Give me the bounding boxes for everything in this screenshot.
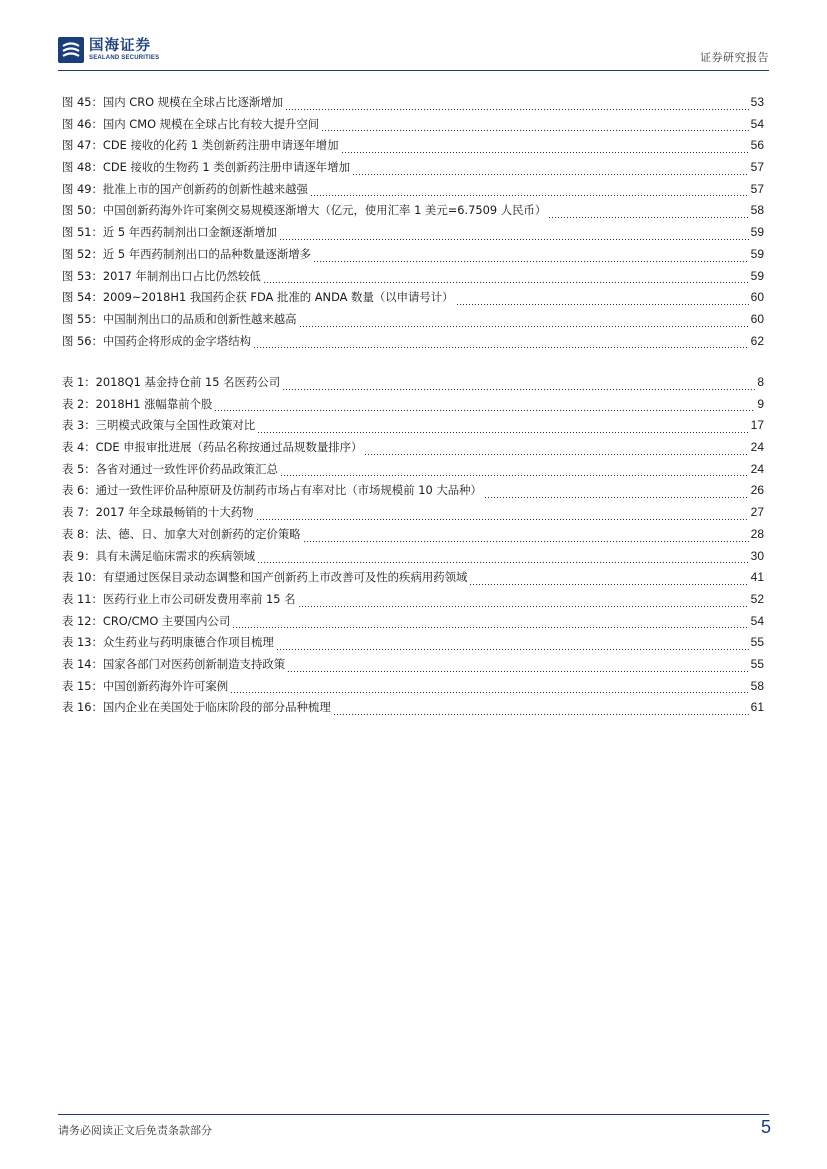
table-index-entry[interactable]: [62, 439, 764, 461]
figure-index-entry[interactable]: [62, 202, 764, 224]
toc-entry-label[interactable]: 表 4：CDE 申报审批进展（药品名称按通过品规数量排序）: [62, 440, 363, 455]
toc-entry-page[interactable]: 26: [750, 483, 764, 498]
toc-entry-page[interactable]: 54: [750, 116, 764, 131]
figure-index-entry[interactable]: [62, 137, 764, 159]
toc-entry-label[interactable]: 图 56：中国药企将形成的金字塔结构: [62, 333, 251, 348]
dot-leader: [469, 584, 748, 585]
logo-name-en: SEALAND SECURITIES: [89, 55, 160, 62]
toc-entry-label[interactable]: 表 3：三明模式政策与全国性政策对比: [62, 418, 256, 433]
toc-entry-page[interactable]: 55: [750, 656, 764, 671]
figure-index-entry[interactable]: [62, 246, 764, 268]
table-index-entry[interactable]: [62, 396, 764, 418]
dot-leader: [280, 475, 749, 476]
table-index-entry[interactable]: [62, 569, 764, 591]
dot-leader: [285, 109, 749, 110]
toc-entry-label[interactable]: 表 7：2017 年全球最畅销的十大药物: [62, 505, 254, 520]
dot-leader: [256, 519, 749, 520]
toc-entry-label[interactable]: 表 15：中国创新药海外许可案例: [62, 678, 229, 693]
page-footer: [58, 1114, 771, 1137]
dot-leader: [232, 627, 748, 628]
figure-index-entry[interactable]: [62, 224, 764, 246]
toc-entry-page[interactable]: 27: [750, 505, 764, 520]
figure-index-entry[interactable]: [62, 289, 764, 311]
toc-entry-page[interactable]: 61: [750, 700, 764, 715]
dot-leader: [310, 195, 749, 196]
toc-entry-label[interactable]: 图 55：中国制剂出口的品质和创新性越来越高: [62, 311, 297, 326]
toc-entry-page[interactable]: 60: [750, 311, 764, 326]
table-index-entry[interactable]: [62, 678, 764, 700]
toc-entry-label[interactable]: 图 52：近 5 年西药制剂出口的品种数量逐渐增多: [62, 246, 312, 261]
dot-leader: [341, 152, 749, 153]
table-index-entry[interactable]: [62, 634, 764, 656]
toc-entry-page[interactable]: 54: [750, 613, 764, 628]
toc-entry-label[interactable]: 表 10：有望通过医保目录动态调整和国产创新药上市改善可及性的疾病用药领域: [62, 570, 468, 585]
toc-entry-page[interactable]: 8: [757, 375, 764, 389]
table-index-entry[interactable]: [62, 526, 764, 548]
toc-entry-label[interactable]: 图 53：2017 年制剂出口占比仍然较低: [62, 268, 261, 283]
table-index-entry[interactable]: [62, 656, 764, 678]
dot-leader: [299, 326, 749, 327]
dot-leader: [303, 541, 749, 542]
toc-entry-page[interactable]: 58: [750, 203, 764, 218]
dot-leader: [276, 649, 749, 650]
toc-entry-label[interactable]: 表 12：CRO/CMO 主要国内公司: [62, 613, 231, 628]
dot-leader: [257, 562, 749, 563]
toc-entry-label[interactable]: 表 13：众生药业与药明康德合作项目梳理: [62, 635, 274, 650]
dot-leader: [287, 671, 748, 672]
toc-entry-label[interactable]: 图 50：中国创新药海外许可案例交易规模逐渐增大（亿元，使用汇率 1 美元=6.7509 人民币）: [62, 203, 547, 218]
toc-entry-label[interactable]: 表 9：具有未满足临床需求的疾病领域: [62, 548, 256, 563]
toc-entry-label[interactable]: 表 11：医药行业上市公司研发费用率前 15 名: [62, 591, 296, 606]
dot-leader: [333, 714, 749, 715]
dot-leader: [257, 432, 749, 433]
toc-entry-label[interactable]: 图 51：近 5 年西药制剂出口金额逐渐增加: [62, 225, 277, 240]
dot-leader: [298, 606, 749, 607]
figure-index-entry[interactable]: [62, 159, 764, 181]
toc-entry-label[interactable]: 表 5：各省对通过一致性评价药品政策汇总: [62, 461, 278, 476]
table-index-list: [62, 374, 764, 721]
toc-entry-page[interactable]: 24: [750, 461, 764, 476]
dot-leader: [321, 130, 749, 131]
report-type-label: 证券研究报告: [700, 51, 769, 64]
toc-entry-label[interactable]: 图 47：CDE 接收的化药 1 类创新药注册申请逐年增加: [62, 138, 339, 153]
figure-index-entry[interactable]: [62, 94, 764, 116]
figure-index-entry[interactable]: [62, 116, 764, 138]
dot-leader: [313, 261, 749, 262]
toc-entry-label[interactable]: 图 49：批准上市的国产创新药的创新性越来越强: [62, 181, 308, 196]
company-logo: [58, 34, 159, 66]
toc-entry-page[interactable]: 24: [750, 440, 764, 455]
figure-index-list: [62, 94, 764, 354]
toc-entry-label[interactable]: 表 14：国家各部门对医药创新制造支持政策: [62, 656, 286, 671]
toc-entry-page[interactable]: 58: [750, 678, 764, 693]
table-index-entry[interactable]: [62, 699, 764, 721]
table-index-entry[interactable]: [62, 613, 764, 635]
toc-entry-label[interactable]: 表 16：国内企业在美国处于临床阶段的部分品种梳理: [62, 700, 331, 715]
table-index-entry[interactable]: [62, 504, 764, 526]
sealand-logo-icon: [58, 37, 84, 63]
toc-entry-page[interactable]: 57: [750, 160, 764, 175]
dot-leader: [548, 217, 748, 218]
dot-leader: [263, 282, 749, 283]
dot-leader: [456, 304, 749, 305]
toc-entry-page[interactable]: 56: [750, 138, 764, 153]
toc-entry-page[interactable]: 9: [757, 396, 764, 411]
toc-entry-page[interactable]: 28: [750, 526, 764, 541]
toc-entry-page[interactable]: 30: [750, 548, 764, 563]
dot-leader: [282, 389, 755, 390]
figure-index-entry[interactable]: [62, 181, 764, 203]
table-index-entry[interactable]: [62, 374, 764, 396]
table-index-entry[interactable]: [62, 461, 764, 483]
table-index-entry[interactable]: [62, 548, 764, 570]
disclaimer-note: 请务必阅读正文后免责条款部分: [58, 1124, 212, 1137]
toc-entry-page[interactable]: 59: [750, 246, 764, 261]
toc-entry-page[interactable]: 41: [750, 570, 764, 585]
toc-entry-page[interactable]: 17: [750, 418, 764, 433]
logo-name-cn: 国海证券: [89, 37, 151, 54]
toc-entry-page[interactable]: 52: [750, 591, 764, 606]
toc-entry-page[interactable]: 55: [750, 635, 764, 650]
dot-leader: [253, 347, 749, 348]
dot-leader: [484, 497, 749, 498]
toc-entry-label[interactable]: 图 54：2009~2018H1 我国药企获 FDA 批准的 ANDA 数量（以申请号计）: [62, 290, 454, 305]
dot-leader: [364, 454, 748, 455]
dot-leader: [230, 692, 748, 693]
table-index-entry[interactable]: [62, 417, 764, 439]
toc-entry-label[interactable]: 表 2：2018H1 涨幅靠前个股: [62, 396, 213, 411]
dot-leader: [279, 239, 749, 240]
toc-entry-label[interactable]: 图 48：CDE 接收的生物药 1 类创新药注册申请逐年增加: [62, 160, 350, 175]
toc-entry-page[interactable]: 53: [750, 95, 764, 109]
toc-entry-label[interactable]: 表 8：法、德、日、加拿大对创新药的定价策略: [62, 526, 301, 541]
toc-entry-page[interactable]: 59: [750, 268, 764, 283]
toc-entry-label[interactable]: 图 45：国内 CRO 规模在全球占比逐渐增加: [62, 95, 284, 109]
toc-entry-page[interactable]: 59: [750, 225, 764, 240]
toc-entry-label[interactable]: 图 46：国内 CMO 规模在全球占比有较大提升空间: [62, 116, 320, 131]
figure-index-entry[interactable]: [62, 268, 764, 290]
toc-entry-page[interactable]: 57: [750, 181, 764, 196]
dot-leader: [352, 174, 749, 175]
figure-index-entry[interactable]: [62, 311, 764, 333]
page-number: 5: [760, 1117, 771, 1137]
toc-entry-page[interactable]: 60: [750, 290, 764, 305]
toc-entry-label[interactable]: 表 1：2018Q1 基金持仓前 15 名医药公司: [62, 375, 281, 389]
table-index-entry[interactable]: [62, 591, 764, 613]
toc-entry-label[interactable]: 表 6：通过一致性评价品种原研及仿制药市场占有率对比（市场规模前 10 大品种）: [62, 483, 482, 498]
table-index-entry[interactable]: [62, 482, 764, 504]
page-header: [58, 34, 769, 71]
figure-index-entry[interactable]: [62, 333, 764, 355]
toc-entry-page[interactable]: 62: [750, 333, 764, 348]
dot-leader: [214, 410, 755, 411]
